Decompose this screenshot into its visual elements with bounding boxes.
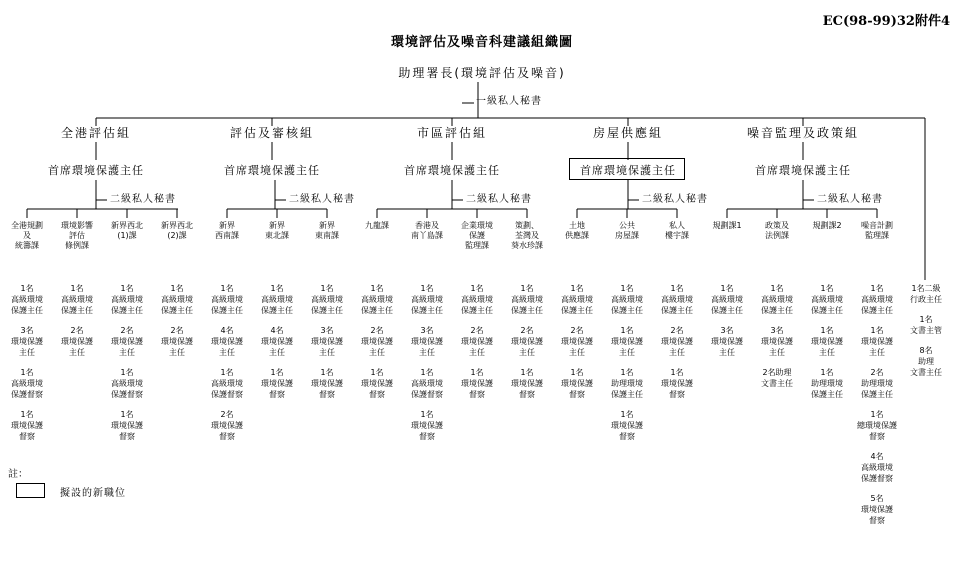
section-name: 規劃課1 bbox=[712, 221, 742, 230]
staff-column bbox=[651, 283, 703, 409]
staff-entry: 4名 高級環境 保護督察 bbox=[861, 452, 893, 483]
staff-entry: 3名 環境保護 主任 bbox=[411, 326, 443, 357]
staff-entry: 2名 環境保護 主任 bbox=[461, 326, 493, 357]
section-name: 企業環境 保護 監理課 bbox=[461, 221, 493, 250]
chart-title: 環境評估及噪音科建議組織圖 bbox=[390, 35, 573, 50]
staff-entry: 1名 高級環境 保護主任 bbox=[811, 284, 843, 315]
staff-entry: 1名 高級環境 保護主任 bbox=[561, 284, 593, 315]
staff-entry: 1名 高級環境 保護主任 bbox=[761, 284, 793, 315]
admin-staff-entry: 8名 助理 文書主任 bbox=[910, 346, 942, 377]
section-name: 噪音計劃 監理課 bbox=[861, 221, 893, 240]
staff-entry: 1名 高級環境 保護主任 bbox=[61, 284, 93, 315]
staff-entry: 1名 助理環境 保護主任 bbox=[811, 368, 843, 399]
staff-column bbox=[451, 283, 503, 409]
section-name: 規劃課2 bbox=[812, 221, 842, 230]
staff-entry: 2名 環境保護 主任 bbox=[561, 326, 593, 357]
staff-entry: 1名 環境保護 督察 bbox=[11, 410, 43, 441]
staff-column bbox=[851, 283, 903, 535]
staff-entry: 1名 助理環境 保護主任 bbox=[611, 368, 643, 399]
staff-entry: 2名 環境保護 主任 bbox=[161, 326, 193, 357]
group-name: 房屋供應組 bbox=[592, 126, 663, 140]
staff-entry: 1名 高級環境 保護督察 bbox=[11, 368, 43, 399]
note-label: 註： bbox=[8, 469, 28, 480]
staff-column bbox=[251, 283, 303, 409]
staff-entry: 1名 環境保護 督察 bbox=[511, 368, 543, 399]
staff-entry: 1名 高級環境 保護主任 bbox=[261, 284, 293, 315]
admin-staff-entry: 1名 文書主管 bbox=[910, 315, 942, 335]
staff-entry: 1名 高級環境 保護主任 bbox=[11, 284, 43, 315]
admin-staff-column bbox=[901, 283, 951, 387]
staff-entry: 3名 環境保護 主任 bbox=[311, 326, 343, 357]
staff-entry: 2名 環境保護 主任 bbox=[661, 326, 693, 357]
staff-column bbox=[801, 283, 853, 409]
staff-entry: 1名 總環境保護 督察 bbox=[857, 410, 897, 441]
section-name: 新界 東南課 bbox=[315, 221, 339, 240]
section-name: 公共 房屋課 bbox=[615, 221, 639, 240]
staff-column bbox=[351, 283, 403, 409]
staff-entry: 4名 環境保護 主任 bbox=[261, 326, 293, 357]
section-name: 新界 西南課 bbox=[215, 221, 239, 240]
staff-entry: 1名 環境保護 主任 bbox=[811, 326, 843, 357]
staff-column bbox=[501, 283, 553, 409]
secretary-post: 二級私人秘書 bbox=[817, 194, 883, 205]
staff-entry: 2名 環境保護 主任 bbox=[361, 326, 393, 357]
staff-column bbox=[701, 283, 753, 367]
staff-entry: 1名 高級環境 保護主任 bbox=[211, 284, 243, 315]
chief-post: 首席環境保護主任 bbox=[755, 164, 851, 177]
staff-entry: 1名 環境保護 督察 bbox=[611, 410, 643, 441]
section-name: 政策及 法例課 bbox=[765, 221, 789, 240]
section-name: 香港及 南丫島課 bbox=[411, 221, 443, 240]
admin-staff-entry: 1名二級 行政主任 bbox=[910, 284, 942, 304]
document-reference: EC(98-99)32附件4 bbox=[822, 14, 950, 29]
staff-entry: 1名 環境保護 督察 bbox=[461, 368, 493, 399]
staff-entry: 2名 環境保護 主任 bbox=[61, 326, 93, 357]
staff-column bbox=[201, 283, 253, 451]
staff-entry: 1名 環境保護 主任 bbox=[611, 326, 643, 357]
staff-entry: 2名 環境保護 督察 bbox=[211, 410, 243, 441]
section-name: 新界 東北課 bbox=[265, 221, 289, 240]
secretary-post: 二級私人秘書 bbox=[110, 194, 176, 205]
staff-entry: 1名 高級環境 保護主任 bbox=[111, 284, 143, 315]
group-name: 市區評估組 bbox=[416, 126, 487, 140]
staff-entry: 1名 高級環境 保護主任 bbox=[511, 284, 543, 315]
staff-column bbox=[51, 283, 103, 367]
chief-post: 首席環境保護主任 bbox=[48, 164, 144, 177]
staff-entry: 1名 高級環境 保護主任 bbox=[361, 284, 393, 315]
staff-entry: 1名 環境保護 督察 bbox=[361, 368, 393, 399]
staff-entry: 1名 環境保護 督察 bbox=[411, 410, 443, 441]
staff-entry: 1名 高級環境 保護督察 bbox=[111, 368, 143, 399]
staff-entry: 1名 高級環境 保護主任 bbox=[611, 284, 643, 315]
staff-entry: 1名 高級環境 保護主任 bbox=[861, 284, 893, 315]
staff-column bbox=[301, 283, 353, 409]
staff-entry: 1名 環境保護 督察 bbox=[311, 368, 343, 399]
secretary-post: 二級私人秘書 bbox=[466, 194, 532, 205]
head-post: 助理署長(環境評估及噪音) bbox=[398, 66, 566, 80]
staff-entry: 1名 高級環境 保護督察 bbox=[411, 368, 443, 399]
staff-entry: 2名 助理環境 保護主任 bbox=[861, 368, 893, 399]
staff-entry: 4名 環境保護 主任 bbox=[211, 326, 243, 357]
staff-entry: 1名 環境保護 督察 bbox=[111, 410, 143, 441]
staff-entry: 5名 環境保護 督察 bbox=[861, 494, 893, 525]
staff-column bbox=[751, 283, 803, 398]
group-name: 評估及審核組 bbox=[229, 126, 314, 140]
legend-text: 擬設的新職位 bbox=[60, 488, 126, 499]
staff-entry: 1名 高級環境 保護主任 bbox=[161, 284, 193, 315]
staff-entry: 3名 環境保護 主任 bbox=[761, 326, 793, 357]
legend-box bbox=[16, 483, 45, 498]
staff-entry: 1名 高級環境 保護主任 bbox=[711, 284, 743, 315]
group-name: 噪音監理及政策組 bbox=[746, 126, 859, 140]
section-name: 環境影響 評估 條例課 bbox=[61, 221, 93, 250]
staff-column bbox=[401, 283, 453, 451]
chief-post: 首席環境保護主任 bbox=[580, 164, 676, 177]
staff-column bbox=[101, 283, 153, 451]
staff-entry: 1名 高級環境 保護主任 bbox=[411, 284, 443, 315]
staff-entry: 1名 高級環境 保護督察 bbox=[211, 368, 243, 399]
group-name: 全港評估組 bbox=[60, 126, 131, 140]
staff-entry: 3名 環境保護 主任 bbox=[11, 326, 43, 357]
secretary-post: 二級私人秘書 bbox=[642, 194, 708, 205]
staff-entry: 1名 高級環境 保護主任 bbox=[661, 284, 693, 315]
staff-entry: 1名 環境保護 督察 bbox=[661, 368, 693, 399]
staff-column bbox=[601, 283, 653, 451]
section-name: 新界西北 (2)課 bbox=[161, 221, 193, 240]
section-name: 全港規劃 及 統籌課 bbox=[11, 221, 43, 250]
section-name: 策劃、 荃灣及 葵水珍課 bbox=[511, 221, 543, 250]
staff-column bbox=[1, 283, 53, 451]
staff-entry: 2名 環境保護 主任 bbox=[111, 326, 143, 357]
staff-entry: 1名 高級環境 保護主任 bbox=[311, 284, 343, 315]
chief-post: 首席環境保護主任 bbox=[404, 164, 500, 177]
staff-column bbox=[151, 283, 203, 367]
secretary-post: 二級私人秘書 bbox=[289, 194, 355, 205]
section-name: 新界西北 (1)課 bbox=[111, 221, 143, 240]
staff-entry: 1名 環境保護 主任 bbox=[861, 326, 893, 357]
section-name: 九龍課 bbox=[365, 221, 389, 230]
staff-entry: 1名 環境保護 督察 bbox=[561, 368, 593, 399]
section-name: 私人 樓宇課 bbox=[665, 221, 689, 240]
staff-entry: 2名助理 文書主任 bbox=[761, 368, 793, 388]
chief-post: 首席環境保護主任 bbox=[224, 164, 320, 177]
staff-entry: 3名 環境保護 主任 bbox=[711, 326, 743, 357]
staff-entry: 1名 高級環境 保護主任 bbox=[461, 284, 493, 315]
staff-entry: 2名 環境保護 主任 bbox=[511, 326, 543, 357]
section-name: 土地 供應課 bbox=[565, 221, 589, 240]
staff-entry: 1名 環境保護 督察 bbox=[261, 368, 293, 399]
head-secretary: 一級私人秘書 bbox=[476, 96, 542, 107]
staff-column bbox=[551, 283, 603, 409]
